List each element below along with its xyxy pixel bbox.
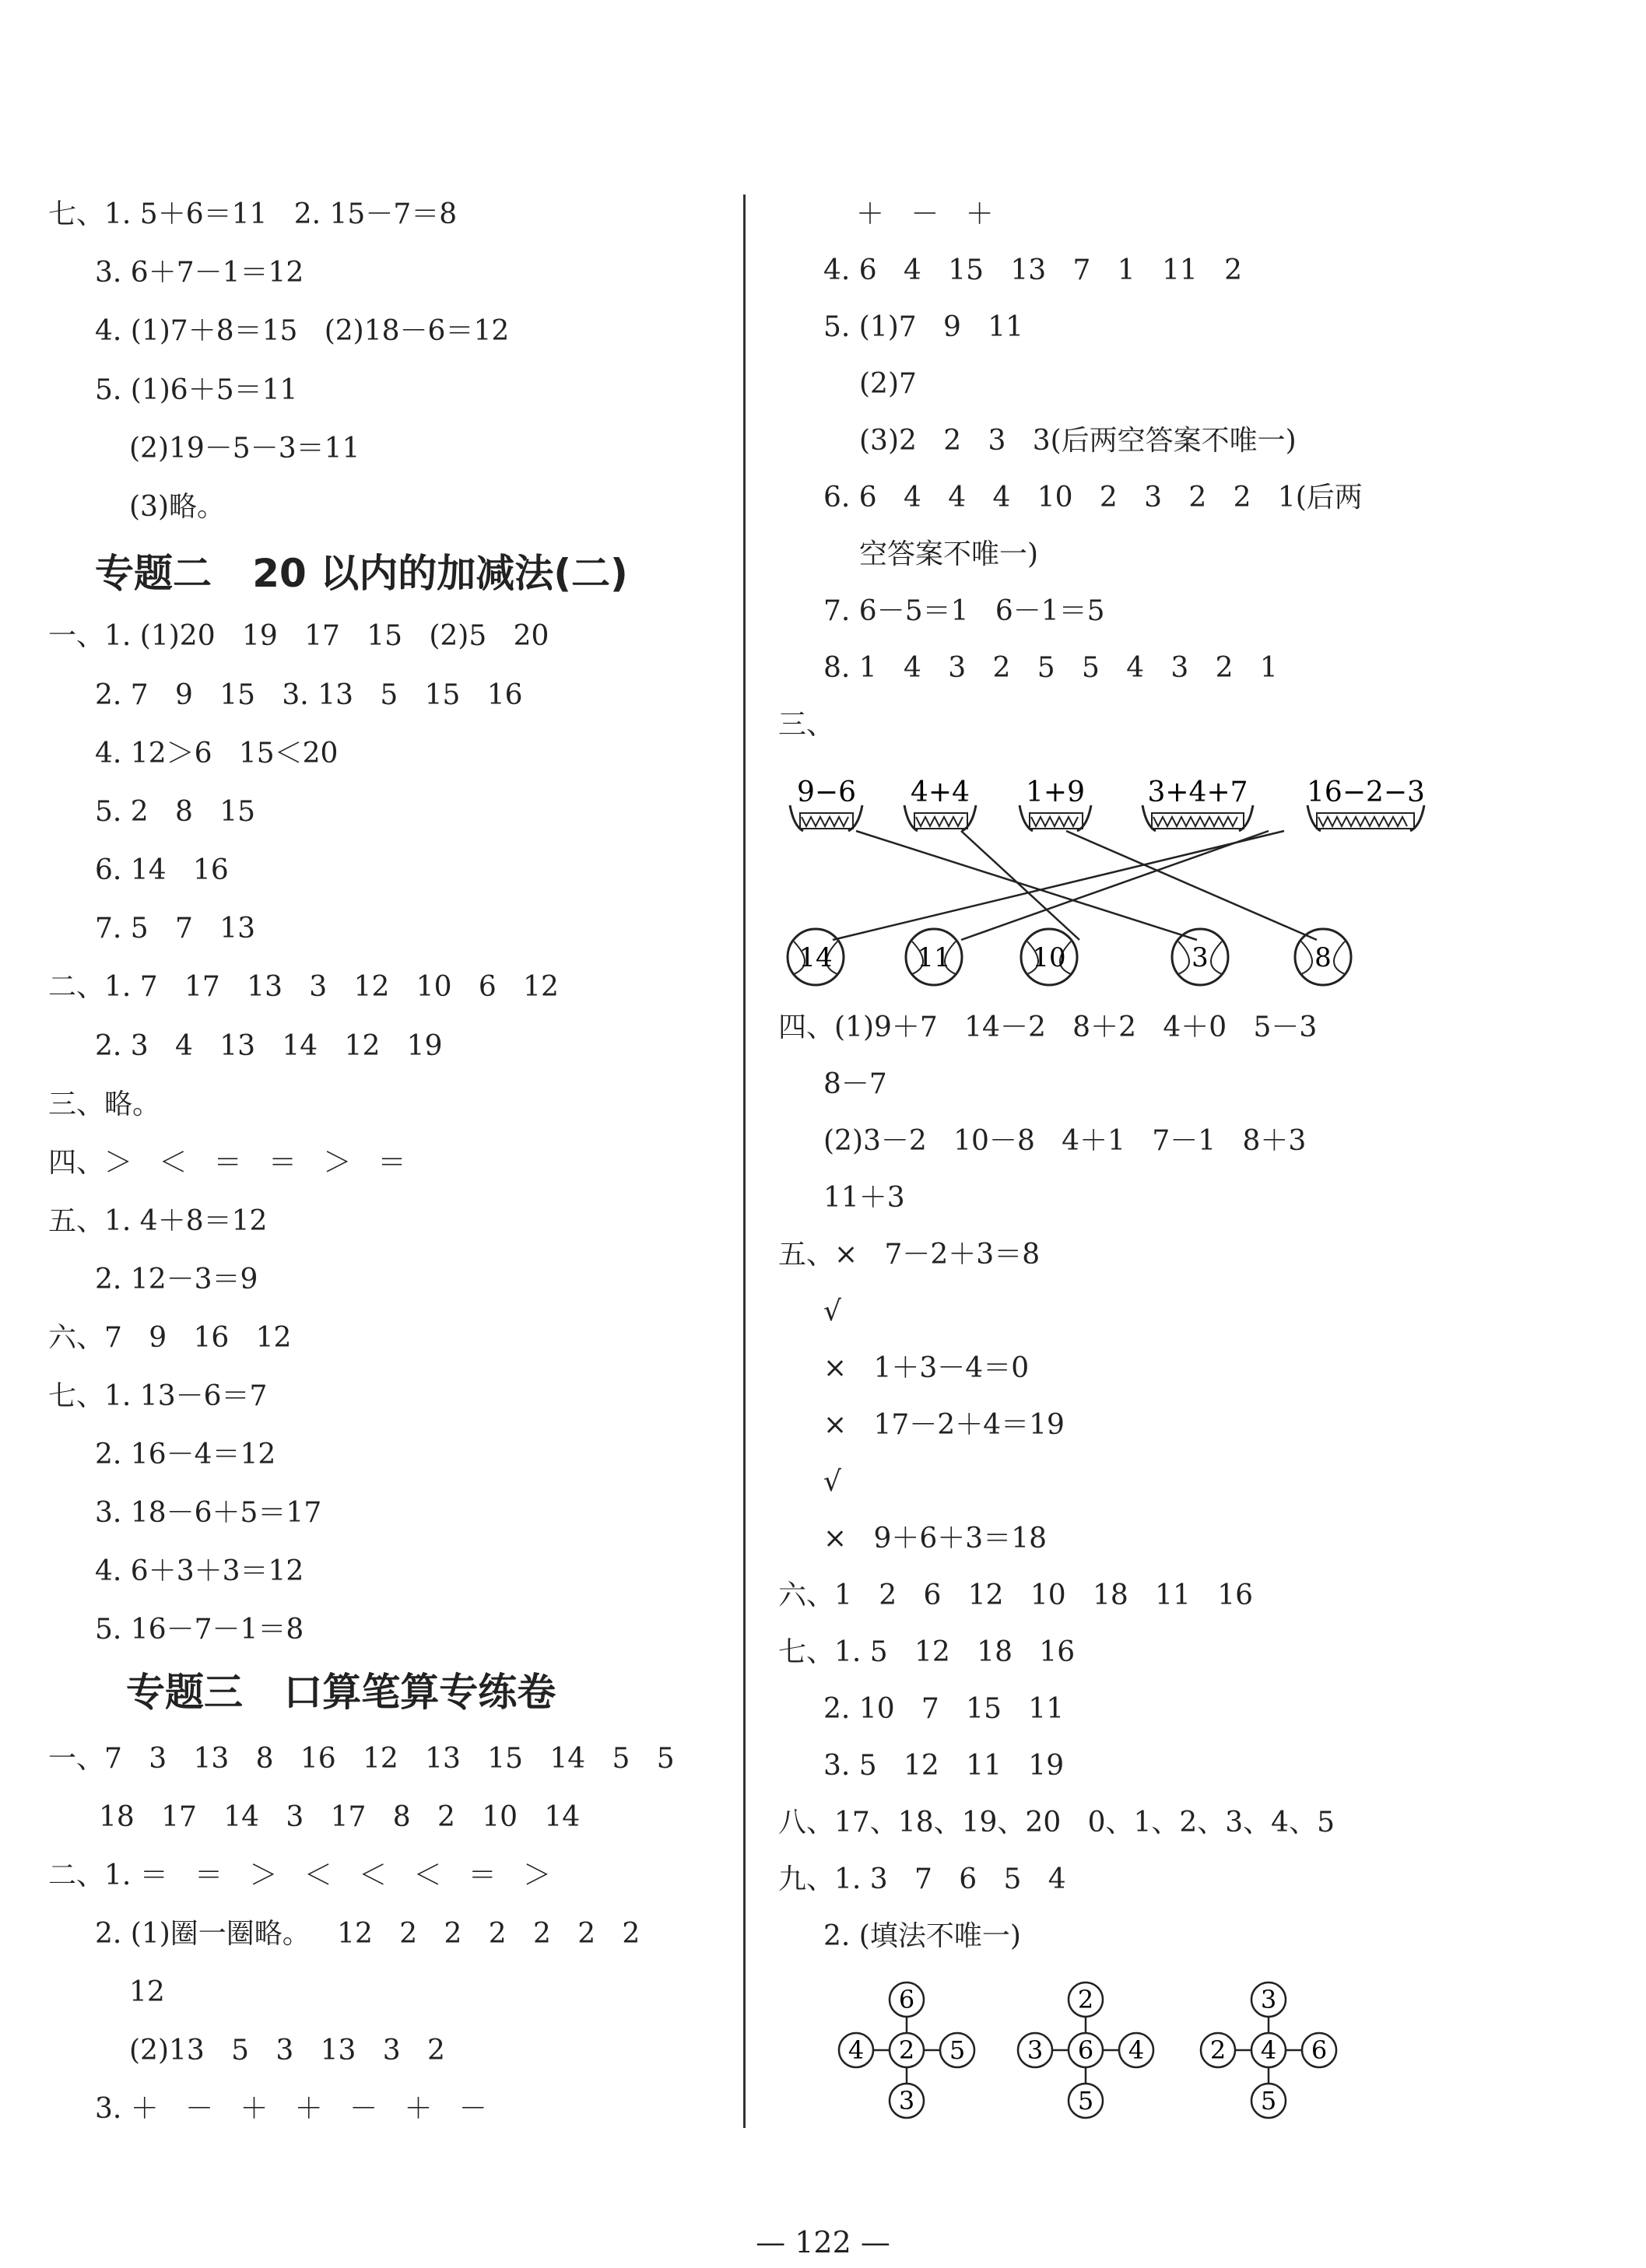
r-signs: ＋ － ＋ [856, 198, 994, 230]
r-q5c: (3)2 2 3 3(后两空答案不唯一) [859, 425, 1297, 457]
match-expr-3: 1+9 [1026, 776, 1085, 808]
r-q8: 8. 1 4 3 2 5 5 4 3 2 1 [823, 652, 1278, 684]
r-s4-line2b: 11＋3 [823, 1182, 905, 1214]
cross1-bottom: 3 [898, 2086, 915, 2116]
s2-q4: 四、＞ ＜ ＝ ＝ ＞ ＝ [48, 1147, 406, 1179]
s3-q2-line1: 二、1. ＝ ＝ ＞ ＜ ＜ ＜ ＝ ＞ [48, 1860, 552, 1891]
s2-q7-line1: 七、1. 13－6＝7 [48, 1380, 268, 1412]
r-s4-line1: 四、(1)9＋7 14－2 8＋2 4＋0 5－3 [778, 1011, 1318, 1043]
r-s5-line4: × 17－2＋4＝19 [823, 1409, 1065, 1441]
s2-q2-line2: 2. 3 4 13 14 12 19 [95, 1030, 443, 1062]
q7-line5c: (3)略。 [129, 491, 225, 523]
match-line-1 [856, 831, 1197, 940]
ball-label-5: 8 [1314, 942, 1332, 973]
match-expr-1: 9−6 [797, 776, 856, 808]
r-san: 三、 [778, 709, 835, 741]
basket-row [790, 776, 1425, 831]
s2-q7-line3: 3. 18－6＋5＝17 [95, 1497, 322, 1529]
cross3-right: 6 [1311, 2035, 1328, 2065]
r-s7-line2: 2. 10 7 15 11 [823, 1693, 1065, 1725]
cross2-center: 6 [1077, 2035, 1094, 2065]
cross2-right: 4 [1128, 2035, 1145, 2065]
s2-q5-line2: 2. 12－3＝9 [95, 1264, 258, 1295]
ball-labels [798, 942, 1331, 973]
ball-label-3: 10 [1032, 942, 1066, 973]
cross2-bottom: 5 [1077, 2086, 1094, 2116]
q7-line5: 5. (1)6＋5＝11 [95, 374, 298, 406]
column-divider [743, 195, 746, 2128]
s2-q1-line1: 一、1. (1)20 19 17 15 (2)5 20 [48, 620, 549, 652]
r-s5-line5: √ [823, 1466, 841, 1498]
r-s4-line2: (2)3－2 10－8 4＋1 7－1 8＋3 [823, 1125, 1307, 1157]
cross3-left: 2 [1209, 2035, 1227, 2065]
s2-q1-line7: 7. 5 7 13 [95, 913, 256, 945]
basket-5 [1307, 776, 1425, 831]
cross3-top: 3 [1260, 1985, 1277, 2014]
ball-label-1: 14 [798, 942, 833, 973]
basket-2 [904, 776, 976, 831]
s2-q7-line5: 5. 16－7－1＝8 [95, 1614, 304, 1646]
s2-q5-line1: 五、1. 4＋8＝12 [48, 1205, 268, 1237]
s2-q1-line2: 2. 7 9 15 3. 13 5 15 16 [95, 679, 523, 711]
r-q5b: (2)7 [859, 368, 917, 400]
s2-q1-line5: 5. 2 8 15 [95, 796, 256, 828]
s3-q2-line2: 2. (1)圈一圈略。 12 2 2 2 2 2 2 [95, 1918, 641, 1950]
r-s5-line2: √ [823, 1295, 841, 1327]
r-s4-line1b: 8－7 [823, 1068, 887, 1100]
r-q4: 4. 6 4 15 13 7 1 11 2 [823, 254, 1243, 286]
ball-label-2: 11 [917, 942, 951, 973]
cross1-top: 6 [898, 1985, 915, 2014]
s3-q1-line2: 18 17 14 3 17 8 2 10 14 [99, 1801, 581, 1833]
s2-q7-line4: 4. 6＋3＋3＝12 [95, 1555, 304, 1587]
s2-q3: 三、略。 [48, 1088, 161, 1120]
q7-line1: 七、1. 5＋6＝11 2. 15－7＝8 [48, 198, 458, 230]
q7-line4: 4. (1)7＋8＝15 (2)18－6＝12 [95, 315, 510, 347]
cross1-right: 5 [949, 2035, 966, 2065]
s2-q1-line6: 6. 14 16 [95, 854, 229, 886]
r-q6b: 空答案不唯一) [859, 538, 1039, 570]
s3-q1-line1: 一、7 3 13 8 16 12 13 15 14 5 5 [48, 1743, 675, 1775]
r-s5-line6: × 9＋6＋3＝18 [823, 1523, 1048, 1555]
s3-q2-line3: 3. ＋ － ＋ ＋ － ＋ － [95, 2093, 487, 2125]
s3-q2-line2b: 12 [129, 1976, 165, 2008]
match-expr-4: 3+4+7 [1147, 776, 1248, 808]
cross3-center: 4 [1260, 2035, 1277, 2065]
matching-diagram [770, 770, 1627, 1004]
ball-row [788, 929, 1351, 985]
basket-1 [790, 776, 862, 831]
r-s6: 六、1 2 6 12 10 18 11 16 [778, 1579, 1254, 1611]
r-q6a: 6. 6 4 4 4 10 2 3 2 2 1(后两 [823, 482, 1363, 514]
page-number: — 122 — [756, 2225, 890, 2259]
cross3-bottom: 5 [1260, 2086, 1277, 2116]
cross1-left: 4 [848, 2035, 865, 2065]
ball-label-4: 3 [1192, 942, 1209, 973]
match-line-5 [961, 831, 1269, 940]
q7-line3: 3. 6＋7－1＝12 [95, 257, 304, 289]
match-lines [833, 831, 1317, 940]
r-s7-line3: 3. 5 12 11 19 [823, 1750, 1065, 1782]
circle-crosses [817, 1968, 1595, 2147]
match-expr-2: 4+4 [911, 776, 970, 808]
r-s7-line1: 七、1. 5 12 18 16 [778, 1636, 1076, 1668]
r-s5-line3: × 1＋3－4＝0 [823, 1352, 1030, 1384]
basket-4 [1142, 776, 1253, 831]
r-s8: 八、17、18、19、20 0、1、2、3、4、5 [778, 1807, 1335, 1839]
cross1-center: 2 [898, 2035, 915, 2065]
q7-line5b: (2)19－5－3＝11 [129, 433, 360, 464]
r-s9-line1: 九、1. 3 7 6 5 4 [778, 1863, 1066, 1895]
r-q5a: 5. (1)7 9 11 [823, 311, 1024, 343]
cross2-left: 3 [1027, 2035, 1044, 2065]
match-line-4 [833, 831, 1284, 940]
r-s9-line2: 2. (填法不唯一) [823, 1920, 1021, 1952]
match-line-3 [1066, 831, 1317, 940]
section-heading-3: 专题三 口算笔算专练卷 [126, 1670, 556, 1715]
s2-q7-line2: 2. 16－4＝12 [95, 1439, 276, 1471]
r-s5-line1: 五、× 7－2＋3＝8 [778, 1239, 1041, 1271]
section-heading-2: 专题二 20 以内的加减法(二) [95, 551, 628, 596]
s2-q2-line1: 二、1. 7 17 13 3 12 10 6 12 [48, 971, 559, 1003]
r-q7: 7. 6－5＝1 6－1＝5 [823, 595, 1105, 627]
cross2-top: 2 [1077, 1985, 1094, 2014]
s2-q1-line4: 4. 12＞6 15＜20 [95, 738, 339, 769]
match-expr-5: 16−2−3 [1307, 776, 1425, 808]
s3-q2-line2c: (2)13 5 3 13 3 2 [129, 2035, 445, 2066]
s2-q6: 六、7 9 16 12 [48, 1322, 292, 1354]
basket-3 [1020, 776, 1091, 831]
